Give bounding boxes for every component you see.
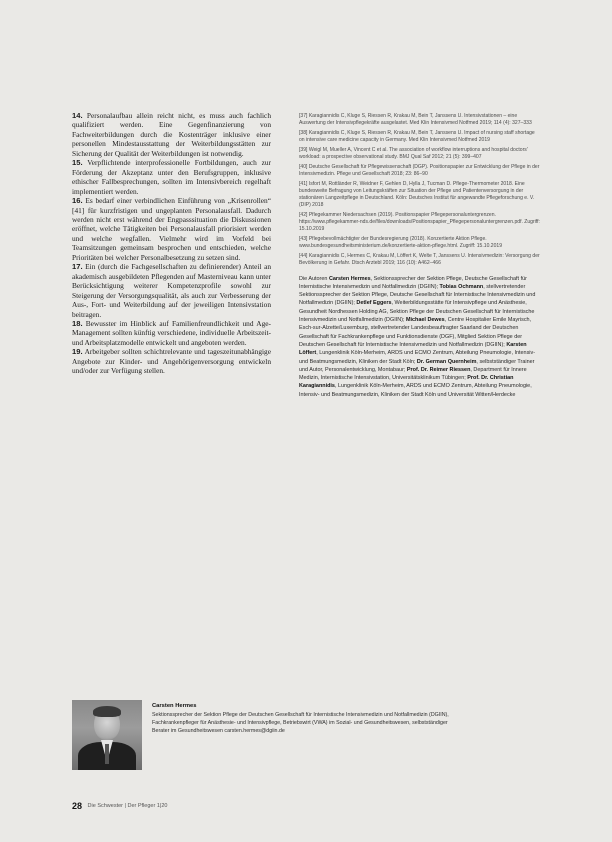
author-bio-text xyxy=(152,703,452,736)
references-column xyxy=(299,113,541,399)
recommendation-item xyxy=(72,347,271,375)
recommendation-text: Arbeitgeber sollten schichtrelevante und tageszeitunabhängige Angebote zur Kinder- und Angehörigenversorgung entwickeln und/oder zur Verfügung stellen. xyxy=(72,347,271,376)
reference-entry: [41] Isfort M, Rottländer R, Weidner F, Gehlen D, Hylla J, Tucman D. Pflege-Thermometer 2018. Eine bundesweite Befragung von Leitungskräften zur Situation der Pflege und Patientenversorgung in der stationären Langzeitpflege in Deutschland. Köln: Deutsches Institut für angewandte Pflegeforschung e. V. (DIP) 2018 xyxy=(299,181,535,208)
page-footer xyxy=(72,801,167,811)
author-affiliation: , Weiterbildungsstätte für Intensivpflege und Anästhesie, Gesundheit Nordhessen Holding AG, Sektion Pflege der Deutschen Gesellschaft für Internistische Intensivmedizin und Notfallmedizin (DGIIN); xyxy=(299,300,535,324)
reference-entry: [44] Karagiannidis C, Hermes C, Krakau M, Löffert K, Welte T, Janssens U. Intensivmedizin: Versorgung der Bevölkerung in Gefahr. Dtsch Arztebl 2019; 116 (10): A462–466 xyxy=(299,252,540,266)
recommendation-text: Bewusster im Hinblick auf Familienfreundlichkeit und Age-Management sollten künftig verschiedene, individuelle Arbeitszeit- und Arbeitsplatzmodelle entwickelt und angeboten werden. xyxy=(72,318,271,347)
recommendation-text: Personalaufbau allein reicht nicht, es muss auch fachlich qualifiziert werden. Eine Gegenfinanzierung von Fachweiterbildungen durch die Kostenträger inklusive einer personellen Mindestausstattung der Weiterbildungsstätten zur Sicherung der Qualität der Weiterbildungen ist notwendig. xyxy=(72,111,271,158)
author-affiliation: , selbstständiger Trainer und Autor, Personalentwicklung, Montabaur; xyxy=(299,358,535,373)
reference-entry: [40] Deutsche Gesellschaft für Pflegewissenschaft (DGP). Positionspapier zur Entwicklung der Pflege in der Intensivmedizin. Pflege und Gesellschaft 2018; 23: 86–90 xyxy=(299,164,540,177)
author-affiliation: , stellvertretender Sektionssprecher der Sektion Pflege, Deutsche Gesellschaft für Internistische Intensivmedizin und Notfallmedizin (DGIIN); xyxy=(299,283,536,307)
reference-entry: [37] Karagiannidis C, Kluge S, Riessen R, Krakau M, Bein T, Janssens U. Intensivstationen – eine Auswertung der Intensivpflegekräfte ausgelastet. Med Klin Intensivmed Notfmed 2019; 114 (4): 327–333 xyxy=(299,113,532,126)
author-name: Michael Dewes xyxy=(405,317,445,324)
recommendation-number: 17. xyxy=(72,262,83,272)
author-bio-name: Carsten Hermes xyxy=(152,703,197,709)
recommendation-item xyxy=(72,158,271,196)
reference-entry: [39] Weigl M, Mueller A, Vincent C et al. The association of workflow interruptions and hospital doctors' workload: a prospective observational study. BMJ Qual Saf 2012; 21 (5): 399–407 xyxy=(299,147,528,160)
recommendation-number: 18. xyxy=(72,318,83,328)
page-number: 28 xyxy=(72,801,83,811)
author-affiliation: , Lungenklinik Köln-Merheim, ARDS und ECMO Zentrum, Abteilung Pneumologie, Intensiv- und Beatmungsmedizin, Kliniken der Stadt Köln und Universität Witten/Herdecke xyxy=(299,383,532,398)
recommendation-text: Ein (durch die Fachgesellschaften zu definierender) Anteil an akademisch ausgebildeten Pflegenden auf Masterniveau kann unter Berücksichtigung weiterer Kompetenzprofile sowohl zur Steigerung der Versorgungsqualität, als auch zur Verbesserung der Aus-, Fort- und Weiterbildung auf der jeweiligen Intensivstation beitragen. xyxy=(72,262,271,319)
recommendation-number: 16. xyxy=(72,196,83,206)
author-name: Prof. Dr. Christian Karagiannidis xyxy=(299,375,514,390)
author-name: Tobias Ochmann xyxy=(439,283,484,290)
recommendation-number: 15. xyxy=(72,158,83,168)
author-affiliation: , Lungenklinik Köln-Merheim, ARDS und ECMO Zentrum, Abteilung Pneumologie, Intensiv- und Beatmungsmedizin, Kliniken der Stadt Köln; xyxy=(299,350,536,365)
recommendation-item xyxy=(72,111,271,158)
author-affiliation: Die Autoren xyxy=(299,275,329,282)
recommendation-item xyxy=(72,196,271,262)
reference-entry: [42] Pflegekammer Niedersachsen (2019). Positionspapier Pflegepersonaluntergrenzen. https://www.pflegekammer-nds.de/files/downloads/Positionspapier_Pflegepersonaluntergrenzen.pdf. Zugriff: 15.10.2019 xyxy=(299,211,540,232)
author-name: Dr. German Quernheim xyxy=(416,358,477,365)
reference-entry: [43] Pflegebevollmächtigter der Bundesregierung (2018). Konzertierte Aktion Pflege. www.bundesgesundheitsministerium.de/konzertierte-aktion-pflege.html. Zugriff: 15.10.2019 xyxy=(299,235,503,249)
recommendation-number: 14. xyxy=(72,111,83,120)
author-name: Prof. Dr. Reimer Riessen xyxy=(406,366,471,373)
recommendation-number: 19. xyxy=(72,347,83,357)
recommendation-item xyxy=(72,262,271,319)
journal-title: Die Schwester | Der Pfleger 1|20 xyxy=(87,803,168,809)
authors-blurb xyxy=(299,275,541,399)
recommendation-text: Verpflichtende interprofessionelle Fortbildungen, auch zur Förderung der Akzeptanz unter den Berufsgruppen, inklusive ethischer Fallbesprechungen, sollten im Intensivbereich regelhaft implementiert werden. xyxy=(72,158,271,196)
recommendations-column xyxy=(72,111,271,376)
reference-list xyxy=(299,113,541,267)
author-bio-description: Sektionssprecher der Sektion Pflege der Deutschen Gesellschaft für Internistische Intensivmedizin und Notfallmedizin (DGIIN), Fachkrankenpfleger für Anästhesie- und Intensivpflege, Betriebswirt (VWA) im Sozial- und Gesundheitswesen, selbstständiger Berater im Gesundheitswesen carsten.hermes@dgiin.de xyxy=(152,711,449,734)
author-affiliation: , Sektionssprecher der Sektion Pflege, Deutsche Gesellschaft für Internistische Intensivmedizin und Notfallmedizin (DGIIN); xyxy=(299,275,527,290)
author-bio-box xyxy=(72,700,542,776)
recommendation-text: Es bedarf einer verbindlichen Einführung von „Krisenrollen“ [41] für kurzfristigen und ungeplanten Personalausfall. Dadurch werden nicht erst während der Engpasssituation die Diskussionen eröffnet, welche Tätigkeiten bei Personalausfall priorisiert werden und welche wegfallen. Vielmehr wird im Vorfeld bei Teamsitzungen gemeinsam besprochen und entschieden, welche Prioritäten bei welcher Personalbesetzung zu setzen sind. xyxy=(72,196,271,262)
recommendation-item xyxy=(72,319,271,347)
reference-entry: [38] Karagiannidis C, Kluge S, Riessen R, Krakau M, Bein T, Janssens U. Impact of nursing staff shortage on intensive care medicine capacity in Germany. Med Klin Intensivmed Notfmed 2019 xyxy=(299,130,535,143)
author-name: Karsten Löffert xyxy=(299,341,527,357)
author-name: Detlef Eggers xyxy=(356,300,392,307)
author-affiliation: , Department für Innere Medizin, Internistische Intensivstation, Universitätsklinikum Tübingen; xyxy=(299,366,527,382)
author-affiliation: , Centre Hospitalier Emile Mayrisch, Esch-sur-Alzette/Luxemburg, stellvertretender Landesbeauftragter Saarland der Deutschen Gesellschaft für Fachkrankenpflege und Funktionsdienste (DGF), Mitglied Sektion Pflege der Deutschen Gesellschaft für Internistische Intensivmedizin und Notfallmedizin (DGIIN); xyxy=(299,317,532,348)
author-photo xyxy=(72,700,142,770)
author-name: Carsten Hermes xyxy=(328,275,371,282)
